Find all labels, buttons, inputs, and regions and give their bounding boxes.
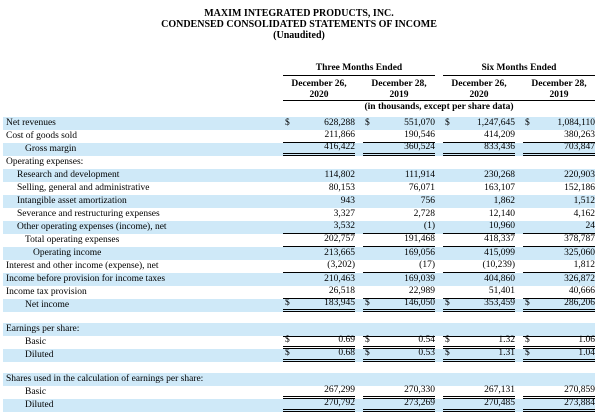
column-group-header-row <box>3 62 595 76</box>
dollar-sign: $ <box>365 118 370 128</box>
row-label: Interest and other income (expense), net <box>6 261 159 271</box>
date-line: December 28, <box>371 79 427 89</box>
table-row <box>3 182 595 195</box>
row-label: Other operating expenses (income), net <box>17 222 167 232</box>
value-cell <box>363 349 435 362</box>
cell-value: 1.04 <box>578 348 595 358</box>
cell-value: 273,269 <box>404 398 435 408</box>
cell-value: 213,665 <box>324 248 355 258</box>
value-cell <box>523 299 595 312</box>
cell-value: 183,945 <box>324 298 355 308</box>
cell-value: 0.69 <box>338 335 355 345</box>
column-date-header-row <box>3 76 595 100</box>
dollar-sign: $ <box>285 298 290 308</box>
value-cell <box>523 195 595 208</box>
cell-value: 3,327 <box>333 209 355 219</box>
cell-value: 703,847 <box>564 142 595 152</box>
dollar-sign: $ <box>445 118 450 128</box>
cell-value: 51,401 <box>488 286 515 296</box>
cell-value: 0.53 <box>418 348 435 358</box>
cell-value: 267,299 <box>324 385 355 395</box>
cell-value: 80,153 <box>328 183 355 193</box>
value-cell <box>523 208 595 221</box>
cell-value: 1,862 <box>493 196 515 206</box>
value-cell <box>363 260 435 273</box>
value-cell <box>443 260 515 273</box>
value-cell <box>363 156 435 169</box>
value-cell <box>283 143 355 156</box>
row-label: Diluted <box>25 400 54 410</box>
cell-value: (10,239) <box>482 260 515 270</box>
value-cell <box>443 299 515 312</box>
cell-value: 0.68 <box>338 348 355 358</box>
cell-value: 202,757 <box>324 234 355 244</box>
dollar-sign: $ <box>285 118 290 128</box>
date-line: 2019 <box>549 89 569 100</box>
row-label: Operating income <box>33 248 102 258</box>
date-line: December 26, <box>291 79 347 89</box>
row-label: Severance and restructuring expenses <box>17 209 160 219</box>
document-title <box>3 8 595 41</box>
statement-title: CONDENSED CONSOLIDATED STATEMENTS OF INCOME <box>161 19 437 30</box>
row-label: Net revenues <box>6 118 56 128</box>
cell-value: 380,263 <box>564 130 595 140</box>
value-cell <box>523 182 595 195</box>
cell-value: 40,666 <box>568 286 595 296</box>
value-cell <box>443 169 515 182</box>
dollar-sign: $ <box>525 348 530 358</box>
value-cell <box>443 234 515 247</box>
cell-value: 211,866 <box>324 130 355 140</box>
value-cell <box>363 234 435 247</box>
cell-value: 353,459 <box>484 298 515 308</box>
units-note-row <box>3 100 595 113</box>
cell-value: 1,812 <box>573 260 595 270</box>
value-cell <box>443 195 515 208</box>
cell-value: 114,802 <box>324 170 355 180</box>
value-cell <box>523 156 595 169</box>
cell-value: 286,206 <box>564 298 595 308</box>
cell-value: 1,512 <box>573 196 595 206</box>
table-row <box>3 299 595 312</box>
spacer-row <box>3 312 595 323</box>
dollar-sign: $ <box>445 348 450 358</box>
value-cell <box>443 156 515 169</box>
value-cell <box>363 299 435 312</box>
value-cell <box>283 195 355 208</box>
cell-value: 270,792 <box>324 398 355 408</box>
cell-value: 191,468 <box>404 234 435 244</box>
cell-value: 325,060 <box>564 248 595 258</box>
value-cell <box>523 169 595 182</box>
cell-value: 3,532 <box>333 221 355 231</box>
cell-value: 756 <box>420 196 435 206</box>
date-line: December 26, <box>451 79 507 89</box>
table-row <box>3 399 595 412</box>
value-cell <box>363 169 435 182</box>
row-label: Gross margin <box>25 144 77 154</box>
col-header-q-2019 <box>363 76 435 100</box>
unaudited-note: (Unaudited) <box>273 30 325 41</box>
cell-value: 628,288 <box>324 118 355 128</box>
cell-value: 416,422 <box>324 142 355 152</box>
cell-value: 404,860 <box>484 274 515 284</box>
cell-value: 418,337 <box>484 234 515 244</box>
table-row <box>3 195 595 208</box>
value-cell <box>283 156 355 169</box>
row-label: Research and development <box>17 170 120 180</box>
value-cell <box>283 399 355 412</box>
dollar-sign: $ <box>365 298 370 308</box>
value-cell <box>283 234 355 247</box>
income-table-body <box>3 117 595 412</box>
value-cell <box>523 234 595 247</box>
cell-value: 111,914 <box>404 170 435 180</box>
cell-value: 378,787 <box>564 234 595 244</box>
col-header-h-2020 <box>443 76 515 100</box>
cell-value: 1.32 <box>498 335 515 345</box>
cell-value: 169,039 <box>404 274 435 284</box>
date-line: December 28, <box>531 79 587 89</box>
row-label: Cost of goods sold <box>6 131 77 141</box>
value-cell <box>363 195 435 208</box>
dollar-sign: $ <box>285 348 290 358</box>
cell-value: 76,071 <box>408 183 435 193</box>
row-label: Operating expenses: <box>6 157 84 167</box>
value-cell <box>283 299 355 312</box>
cell-value: 190,546 <box>404 130 435 140</box>
table-row <box>3 169 595 182</box>
cell-value: 1,247,645 <box>477 118 515 128</box>
row-label: Income before provision for income taxes <box>6 274 166 284</box>
value-cell <box>443 399 515 412</box>
dollar-sign: $ <box>525 335 530 345</box>
value-cell <box>283 260 355 273</box>
value-cell <box>443 182 515 195</box>
dollar-sign: $ <box>285 335 290 345</box>
cell-value: 230,268 <box>484 170 515 180</box>
cell-value: 0.54 <box>418 335 435 345</box>
row-label: Intangible asset amortization <box>17 196 127 206</box>
table-row <box>3 156 595 169</box>
cell-value: 270,485 <box>484 398 515 408</box>
dollar-sign: $ <box>365 348 370 358</box>
table-row <box>3 349 595 362</box>
row-label: Shares used in the calculation of earnings per share: <box>6 374 204 384</box>
cell-value: 270,330 <box>404 385 435 395</box>
cell-value: (1) <box>423 221 435 231</box>
value-cell <box>363 182 435 195</box>
date-line: 2020 <box>309 89 329 100</box>
date-line: 2020 <box>469 89 489 100</box>
cell-value: (17) <box>419 260 435 270</box>
value-cell <box>283 169 355 182</box>
dollar-sign: $ <box>445 298 450 308</box>
cell-value: 360,524 <box>404 142 435 152</box>
spacer-row <box>3 362 595 373</box>
dollar-sign: $ <box>445 335 450 345</box>
row-label: Net income <box>25 300 70 310</box>
row-label: Basic <box>25 387 47 397</box>
cell-value: 10,960 <box>488 221 515 231</box>
cell-value: 273,884 <box>564 398 595 408</box>
cell-value: 1.06 <box>578 335 595 345</box>
dollar-sign: $ <box>525 118 530 128</box>
col-group-six-months: Six Months Ended <box>443 62 595 76</box>
value-cell <box>523 399 595 412</box>
cell-value: 267,131 <box>484 385 515 395</box>
value-cell <box>363 399 435 412</box>
cell-value: 163,107 <box>484 183 515 193</box>
dollar-sign: $ <box>365 335 370 345</box>
date-line: 2019 <box>389 89 409 100</box>
cell-value: (3,202) <box>327 260 355 270</box>
cell-value: 4,162 <box>573 209 595 219</box>
cell-value: 551,070 <box>404 118 435 128</box>
table-row <box>3 260 595 273</box>
value-cell <box>523 349 595 362</box>
cell-value: 2,728 <box>413 209 435 219</box>
row-label: Selling, general and administrative <box>17 183 150 193</box>
row-label: Total operating expenses <box>25 235 120 245</box>
cell-value: 415,099 <box>484 248 515 258</box>
col-group-three-months: Three Months Ended <box>283 62 435 76</box>
value-cell <box>283 349 355 362</box>
table-row <box>3 234 595 247</box>
cell-value: 270,859 <box>564 385 595 395</box>
col-header-q-2020 <box>283 76 355 100</box>
cell-value: 22,989 <box>408 286 435 296</box>
cell-value: 210,463 <box>324 274 355 284</box>
row-label: Basic <box>25 337 47 347</box>
cell-value: 169,056 <box>404 248 435 258</box>
row-label: Earnings per share: <box>6 324 80 334</box>
value-cell <box>283 182 355 195</box>
cell-value: 1,084,110 <box>557 118 595 128</box>
cell-value: 326,872 <box>564 274 595 284</box>
cell-value: 12,140 <box>488 209 515 219</box>
cell-value: 26,518 <box>328 286 355 296</box>
cell-value: 943 <box>340 196 355 206</box>
value-cell <box>523 260 595 273</box>
cell-value: 146,050 <box>404 298 435 308</box>
table-row <box>3 143 595 156</box>
value-cell <box>523 143 595 156</box>
cell-value: 414,209 <box>484 130 515 140</box>
value-cell <box>443 349 515 362</box>
cell-value: 833,436 <box>484 142 515 152</box>
cell-value: 24 <box>585 221 595 231</box>
cell-value: 152,186 <box>564 183 595 193</box>
cell-value: 1.31 <box>498 348 515 358</box>
company-name: MAXIM INTEGRATED PRODUCTS, INC. <box>204 8 394 19</box>
col-header-h-2019 <box>523 76 595 100</box>
value-cell <box>363 143 435 156</box>
value-cell <box>443 143 515 156</box>
row-label: Diluted <box>25 350 54 360</box>
cell-value: 220,903 <box>564 170 595 180</box>
units-note: (in thousands, except per share data) <box>283 100 595 113</box>
dollar-sign: $ <box>525 298 530 308</box>
row-label: Income tax provision <box>6 287 87 297</box>
